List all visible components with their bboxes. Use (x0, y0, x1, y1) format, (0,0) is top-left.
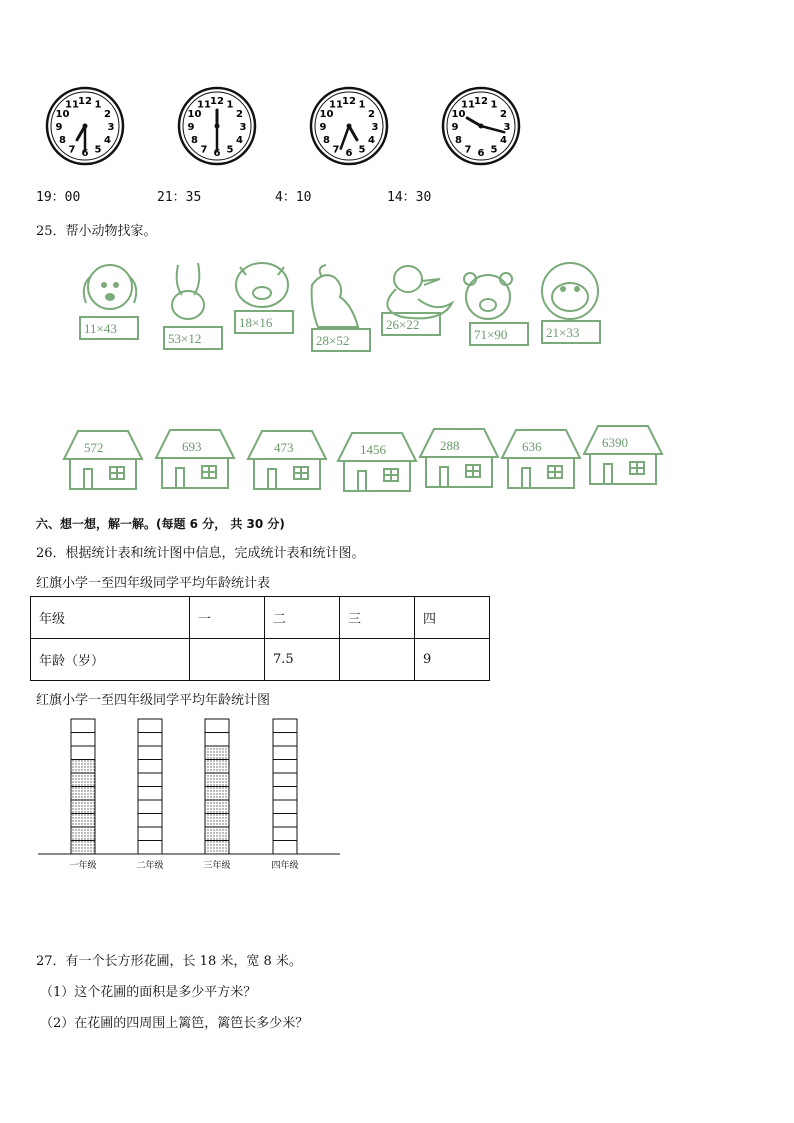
clock-numeral: 10 (187, 109, 202, 120)
clock-numeral: 9 (187, 122, 195, 133)
bar-grid-cell (138, 827, 162, 841)
table-cell[interactable] (340, 639, 415, 681)
clock-center (83, 124, 88, 129)
clock-numeral: 11 (461, 99, 475, 111)
clock-numeral: 12 (474, 96, 488, 107)
bar-grid-cell (273, 746, 297, 760)
animal-label-3: 18×16 (239, 315, 273, 330)
clock-numeral: 2 (500, 109, 508, 120)
clock-numeral: 1 (358, 99, 366, 111)
clock-center (347, 124, 352, 129)
animal-label-4: 28×52 (316, 333, 350, 348)
x-tick-label: 三年级 (203, 861, 231, 871)
bar-grid-cell (273, 800, 297, 814)
clock-numeral: 2 (104, 109, 112, 120)
x-tick-label: 二年级 (136, 861, 164, 871)
table-cell: 9 (415, 639, 490, 681)
bar-grid-cell (138, 733, 162, 747)
bar-grid-cell (273, 733, 297, 747)
clock-numeral: 3 (503, 122, 511, 133)
pig-icon (236, 263, 288, 307)
clock-4 (440, 84, 522, 168)
clock-numeral: 9 (55, 122, 63, 133)
chart-caption: 红旗小学一至四年级同学平均年龄统计图 (36, 693, 271, 708)
table-cell: 年龄（岁） (31, 639, 190, 681)
animal-label-5: 26×22 (386, 317, 420, 332)
bar-grid-cell (138, 814, 162, 828)
clock-numeral: 1 (490, 99, 498, 111)
house-label-3: 473 (274, 440, 294, 455)
house-label-4: 1456 (360, 442, 386, 457)
table-cell: 二 (265, 597, 340, 639)
animal-label-6: 71×90 (474, 327, 508, 342)
clock-numeral: 6 (345, 148, 353, 159)
bear-icon (464, 273, 512, 319)
table-caption: 红旗小学一至四年级同学平均年龄统计表 (36, 576, 271, 591)
clock-time-4: 14：30 (387, 190, 432, 205)
clock-numeral: 4 (236, 135, 244, 146)
house-label-6: 636 (522, 439, 542, 454)
minute-hand (481, 126, 504, 132)
clock-time-1: 19：00 (36, 190, 81, 205)
table-cell: 三 (340, 597, 415, 639)
clock-numeral: 7 (332, 144, 340, 156)
bar-grid-cell (273, 773, 297, 787)
bar-grid-cell (273, 719, 297, 733)
clock-numeral: 12 (342, 96, 356, 107)
section-6-heading: 六、想一想，解一解。(每题 6 分， 共 30 分) (36, 517, 285, 531)
clock-numeral: 3 (371, 122, 379, 133)
clock-numeral: 5 (94, 144, 102, 156)
clock-numeral: 8 (454, 135, 462, 146)
bar-grid-cell (138, 773, 162, 787)
clock-numeral: 2 (236, 109, 244, 120)
age-bar-chart (36, 718, 346, 876)
dog-icon (84, 265, 137, 309)
clock-numeral: 7 (200, 144, 208, 156)
clock-numeral: 4 (104, 135, 112, 146)
clock-numeral: 6 (477, 148, 485, 159)
bar-grid-cell (138, 719, 162, 733)
clock-numeral: 3 (107, 122, 115, 133)
bar-grid-cell (138, 800, 162, 814)
animal-label-2: 53×12 (168, 331, 202, 346)
clock-numeral: 5 (226, 144, 234, 156)
clock-numeral: 10 (55, 109, 70, 120)
bar-grid-cell (273, 814, 297, 828)
clock-numeral: 1 (226, 99, 234, 111)
bar-grid-cell (138, 787, 162, 801)
clock-numeral: 8 (190, 135, 198, 146)
bar-grid-cell (138, 760, 162, 774)
bar-grid-cell (71, 733, 95, 747)
clock-3 (308, 84, 390, 168)
age-table (30, 596, 490, 681)
house-label-1: 572 (84, 440, 104, 455)
q26-title: 26．根据统计表和统计图中信息，完成统计表和统计图。 (36, 546, 365, 561)
clock-numeral: 7 (68, 144, 76, 156)
clock-numeral: 3 (239, 122, 247, 133)
q25-title: 25．帮小动物找家。 (36, 224, 157, 239)
monkey-icon (542, 263, 598, 319)
animal-label-7: 21×33 (546, 325, 580, 340)
house-label-2: 693 (182, 439, 202, 454)
bar-grid-cell (273, 841, 297, 855)
house-label-5: 288 (440, 438, 460, 453)
table-cell: 一 (190, 597, 265, 639)
goat-icon (312, 265, 358, 327)
q27-sub1: （1）这个花圃的面积是多少平方米？ (40, 985, 257, 1000)
clock-numeral: 6 (81, 148, 89, 159)
bar-grid-cell (71, 719, 95, 733)
table-cell[interactable] (190, 639, 265, 681)
table-cell: 四 (415, 597, 490, 639)
clock-numeral: 8 (322, 135, 330, 146)
bar-grid-cell (138, 746, 162, 760)
clock-numeral: 10 (319, 109, 334, 120)
clock-numeral: 9 (451, 122, 459, 133)
table-cell: 7.5 (265, 639, 340, 681)
bar-grid-cell (273, 827, 297, 841)
bar-fill (71, 760, 95, 855)
x-tick-label: 一年级 (69, 861, 97, 871)
rabbit-icon (172, 263, 204, 319)
bar-grid-cell (273, 760, 297, 774)
bar-grid-cell (71, 746, 95, 760)
table-header-row (31, 597, 490, 639)
clock-1 (44, 84, 126, 168)
clock-numeral: 4 (368, 135, 376, 146)
clock-numeral: 11 (329, 99, 343, 111)
bar-grid-cell (138, 841, 162, 855)
minute-hand (341, 126, 349, 149)
clock-center (479, 124, 484, 129)
clock-numeral: 2 (368, 109, 376, 120)
clock-time-3: 4：10 (275, 190, 312, 205)
clock-numeral: 12 (210, 96, 224, 107)
clock-numeral: 7 (464, 144, 472, 156)
clock-numeral: 11 (197, 99, 211, 111)
clock-numeral: 8 (58, 135, 66, 146)
bar-grid-cell (273, 787, 297, 801)
clock-numeral: 4 (500, 135, 508, 146)
clock-numeral: 9 (319, 122, 327, 133)
clock-2 (176, 84, 258, 168)
animals-row (60, 255, 620, 360)
animal-label-1: 11×43 (84, 321, 117, 336)
clock-numeral: 5 (490, 144, 498, 156)
clock-numeral: 11 (65, 99, 79, 111)
clock-time-2: 21：35 (157, 190, 202, 205)
bar-grid-cell (205, 719, 229, 733)
clock-numeral: 10 (451, 109, 466, 120)
houses-row (56, 425, 668, 493)
x-tick-label: 四年级 (271, 861, 299, 871)
clock-numeral: 1 (94, 99, 102, 111)
table-cell: 年级 (31, 597, 190, 639)
duck-icon (387, 266, 452, 318)
clock-numeral: 6 (213, 148, 221, 159)
bar-grid-cell (205, 733, 229, 747)
table-row (31, 639, 490, 681)
clock-numeral: 5 (358, 144, 366, 156)
clock-numeral: 12 (78, 96, 92, 107)
house-label-7: 6390 (602, 435, 628, 450)
q27-title: 27．有一个长方形花圃，长 18 米，宽 8 米。 (36, 954, 302, 969)
clock-center (215, 124, 220, 129)
q27-sub2: （2）在花圃的四周围上篱笆，篱笆长多少米？ (40, 1016, 309, 1031)
